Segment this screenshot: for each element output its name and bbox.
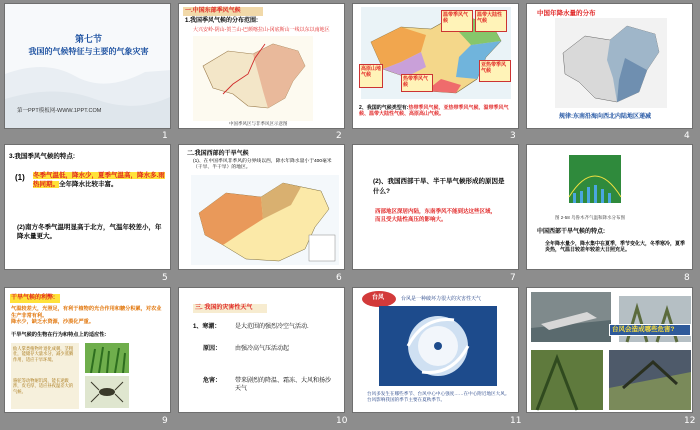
label-text: 亚热带季风气候 [481, 62, 507, 75]
slide-number: 3 [510, 131, 516, 141]
slide-line: (1)、在中国季风非季风的分界线以西，降水年降水量小于400毫米（干旱、半干旱）的地区。 [193, 159, 332, 170]
insect-image [85, 376, 129, 408]
desert-plant-image [85, 343, 129, 373]
map-caption: 中国季风区与非季风区示意图 [229, 121, 288, 126]
row-3-label: 危害： [203, 378, 222, 384]
marker: (1) [15, 173, 25, 182]
slide-thumbnail-10[interactable] [178, 287, 345, 413]
row-3-text: 带来剧烈的降温、霜冻、大风和扬沙天气 [235, 378, 332, 392]
pros-text: 气温较差大，光照足，有利于植物的光合作用和糖分积累，对农业生产非常有利。 [11, 306, 162, 319]
row-2-text: 由强冷高气压活动起 [235, 346, 290, 352]
row-1-text: 是大范围的强烈冷空气活动. [235, 324, 309, 330]
slide-heading: 中国西部干旱气候的特点: [537, 229, 605, 235]
paragraph-1-highlight: 冬季气温低，降水少，夏季气温高，降水多.雨热同期。 [33, 172, 165, 189]
slide-number: 1 [162, 131, 168, 141]
bottom-text: 台风多发生在哪些季节、台风中心中心强度……在中心附近地区大风。台风影响我国的季节主要在夏秋季节。 [367, 391, 510, 402]
slide-number: 2 [336, 131, 342, 141]
slide-number: 9 [162, 416, 168, 426]
slide-heading: 3.我国季风气候的特点: [9, 153, 76, 160]
slide-thumbnail-7[interactable] [352, 144, 519, 270]
slide-title: 第七节 [74, 34, 102, 44]
label-text: 热带季风气候 [403, 76, 429, 89]
cons-text: 降水少，缺乏水资源，沙漠化严重。 [11, 319, 95, 325]
slide-text: 全年降水量少，降水集中在夏季，季节变化大，冬季寒冷，夏季炎热，气温日较差年较差大日照充足。 [545, 241, 686, 254]
slide-heading-1: 干旱气候的利弊: [11, 295, 55, 301]
slide-thumbnail-8[interactable] [526, 144, 693, 270]
storm-damage-photos [527, 288, 693, 413]
slide-line-2: 大兴安岭-阴山-贺兰山-巴颜喀拉山-冈底斯山一线以东以南地区 [193, 27, 330, 33]
typhoon-satellite-image [379, 306, 497, 386]
bullet-2: 骆驼等动物耐饥渴，能长途跋涉，皮毛厚，适应昼夜温差大的气候。 [13, 378, 74, 394]
slide-number: 4 [684, 131, 690, 141]
banner-text: 台风会造成哪些危害? [612, 326, 675, 333]
slide-heading-2: 干旱气候的生物在行为和特点上的适应性: [11, 332, 107, 338]
badge-text: 台风 [372, 295, 385, 301]
question-text: (2)、我国西部干旱、半干旱气候形成的原因是什么? [373, 178, 505, 195]
label-text: 温带大陆性气候 [477, 12, 503, 25]
china-monsoon-map [193, 36, 313, 121]
figure-caption: 图 2-58 乌鲁木齐气温和降水分布图 [555, 215, 626, 220]
slide-thumbnail-5[interactable] [4, 144, 171, 270]
slide-thumbnail-12[interactable] [526, 287, 693, 413]
label-text: 温带季风气候 [443, 12, 469, 25]
slide-thumbnail-3[interactable] [352, 3, 519, 129]
slide-footer: 第一PPT模板网-WWW.1PPT.COM [17, 108, 102, 114]
slide-heading: 一.中国东部季风气候 [185, 8, 241, 14]
label-text: 高原山地气候 [361, 66, 382, 79]
slide-line-1: 1.我国季风气候的分布范围: [185, 18, 259, 24]
note-lead [359, 105, 517, 118]
slide-thumbnail-9[interactable] [4, 287, 171, 413]
slide-thumbnail-11[interactable] [352, 287, 519, 413]
note-lead-text: 2、我国的气候类型有: [359, 105, 409, 111]
slide-subtitle: 我国的气候特征与主要的气象灾害 [28, 47, 149, 56]
slide-number: 11 [510, 416, 522, 426]
paragraph-1 [33, 171, 165, 189]
slide-thumbnail-1[interactable] [4, 3, 171, 129]
climate-chart [565, 151, 625, 213]
arid-climate-map [191, 175, 339, 265]
slide-title: 中国年降水量的分布 [537, 10, 596, 17]
paragraph-1-tail: 全年降水比较丰富。 [59, 181, 118, 189]
slide-thumbnail-4[interactable] [526, 3, 693, 129]
precipitation-map [555, 18, 667, 108]
slide-thumbnail-6[interactable] [178, 144, 345, 270]
answer-text: 西部地区深居内陆，东南季风不能到达这些区域，而且受大陆性高压的影响大。 [375, 209, 497, 223]
slide-number: 12 [684, 416, 696, 426]
row-1-label: 1、寒潮： [193, 324, 221, 330]
slide-number: 6 [336, 273, 342, 283]
rule-text: 规律:东南沿海向西北内陆地区递减 [559, 114, 651, 120]
bullet-1: 仙人掌类植物叶退化成刺，茎粗壮，能储存大量水分，减少蒸腾作用，适应干旱环境。 [13, 346, 74, 362]
paragraph-2: (2)南方冬季气温明显高于北方，气温年较差小，年降水量更大。 [17, 224, 162, 241]
slide-number: 7 [510, 273, 516, 283]
row-2-label: 原因： [203, 346, 222, 352]
note-text: 热带季风气候、亚热带季风气候、温带季风气候、温带大陆性气候、高原高山气候。 [359, 105, 509, 118]
slide-thumbnail-2[interactable] [178, 3, 345, 129]
top-text: 台风是一种破坏力很大的灾害性天气 [401, 296, 482, 302]
slide-number: 10 [336, 416, 348, 426]
slide-heading: 三. 我国的灾害性天气 [195, 305, 253, 311]
slide-number: 8 [684, 273, 690, 283]
slide-heading: 二.我国西部的干旱气候 [187, 151, 249, 157]
slide-number: 5 [162, 273, 168, 283]
